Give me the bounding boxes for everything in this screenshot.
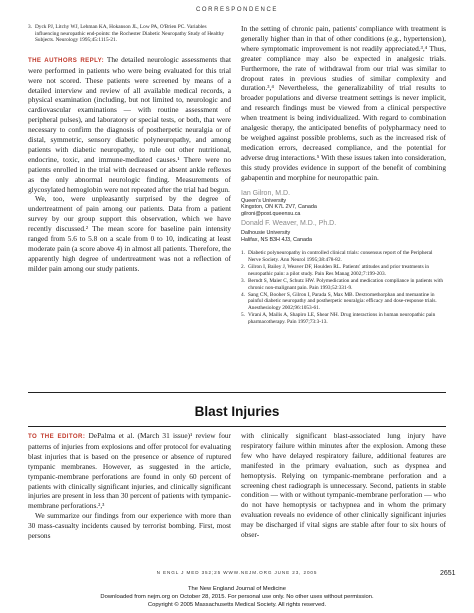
reply-paragraph-3-text: In the setting of chronic pain, patients' compliance with treatment is generally higher than in that of other conditions (e.g., hypertension), where symptomatic improvement is not readily appreciated.³,⁴ Thus, greater compliance may also be expected in analgesic trials. Furthermore, the rate of withdrawal from our trial was similar to dropout rates in previous studies of similar complexity and duration.³,⁴ Nevertheless, the generalizability of trial results to broader populations and diverse treatment settings is never implicit, and research findings must be viewed from a clinical perspective when treatment is being individualized. With regard to combination analgesic therapy, the anticipated benefits of polypharmacy need to be weighed against possible problems, such as the increased risk of medication errors, decreased compliance, and the potential for adverse drug interactions.⁵ With these issues taken into consideration, this study provides evidence in support of the benefit of combining gabapentin and morphine for neuropathic pain.: [241, 24, 446, 182]
blast-paragraph-1: DePalma et al. (March 31 issue)¹ review four patterns of injuries from explosions and offer protocol for evaluating blast injuries that is based on the presence or absence of ruptured tympanic membranes. However, as suggested in the article, tympanic-membrane perforations are found in only 60 percent of patients with clinically significant injuries, and clinically significant injuries are present in less than 30 percent of patients with tympanic-membrane perforations.²,³: [28, 431, 231, 511]
author-email-1[interactable]: gilroni@post.queensu.ca: [241, 210, 301, 217]
blast-paragraph-continued: with clinically significant blast-associated lung injury have respiratory failure within minutes after the explosion. Among these few who have delayed respiratory failure, additional features are manifested in the primary evaluation, such as dyspnea and hemoptysis. Relying on tympanic-membrane perforation and a screening chest radiograph is unnecessary. Second, patients in stable condition — with or without tympanic-membrane perforation — who do not have hemoptysis or tachypnea and in whom the primary evaluation reveals no evidence of other clinically significant injuries may be discharged if vital signs are stable after four to six hours of obser-: [241, 431, 446, 540]
reply-lead: THE AUTHORS REPLY:: [28, 56, 105, 64]
letter1-left-column: [28, 24, 231, 274]
letter-title: Blast Injuries: [194, 404, 280, 419]
author-place-1: Kingston, ON K7L 2V7, Canada: [241, 204, 317, 211]
reference-item: 1. Diabetic polyneuropathy in controlled clinical trials: consensus report of the Peripheral Nerve Society. Ann Neurol 1995;38:478-82.: [241, 250, 433, 264]
page-number: 2651: [440, 570, 456, 577]
reply-paragraph-3-continued: [241, 24, 446, 183]
reference-number: 3.: [28, 24, 32, 30]
reference-item: 5. Virani A, Mailis A, Shapiro LE, Shear NH. Drug interactions in human neuropathic pain pharmacotherapy. Pain 1997;73:3-13.: [241, 312, 436, 325]
blast-left-column: [28, 431, 231, 541]
reference-item: 4. Sang CN, Booher S, Gilron I, Parada S, Max MB. Dextromethorphan and memantine in painful diabetic neuropathy and postherpetic neuralgia: efficacy and dose-response trials. Anesthesiology 2002;96:1053-61.: [241, 291, 437, 311]
section-divider-top: [28, 392, 446, 393]
blast-paragraph-2: We summarize our findings from our experience with more than 30 mass-casualty incidents caused by terrorist bombing. First, most persons: [28, 511, 231, 541]
reference-item: 2. Gilron I, Bailey J, Weaver DF, Houlden RL. Patients' attitudes and prior treatments in neuropathic pain: a pilot study. Pain Res Manag 2002;7:199-203.: [241, 264, 430, 277]
author-block: [241, 189, 446, 244]
author-name-2: Donald F. Weaver, M.D., Ph.D.: [241, 220, 337, 228]
blast-right-column: [241, 431, 446, 540]
copyright-notice: Copyright © 2005 Massachusetts Medical Society. All rights reserved.: [147, 602, 327, 608]
download-notice: Downloaded from nejm.org on October 28, 2015. For personal use only. No other uses without permission.: [100, 594, 374, 600]
previous-reference: [28, 24, 231, 44]
author-institution-1: Queen's University: [241, 197, 287, 204]
reply-paragraph-1: The detailed neurologic assessments that were performed in patients who were being evaluated for this trial were not scored. These patients were screened by means of a detailed interview and review of all available medical records, a physical examination (including, but not limited to, neurologic and cardiovascular examinations — with routine assessment of peripheral pulses), and laboratory or special tests, or both, that were necessary to confirm the diagnosis of postherpetic neuralgia or of distal, symmetric, sensory diabetic polyneuropathy, and among patients with diabetic neuropathy, to rule out other nutritional, endocrine, toxic, and immune-mediated causes.¹ There were no patients enrolled in the trial with decreased or absent ankle reflexes as the only abnormal neurologic finding. Measurements of glycosylated hemoglobin were not repeated after the trial had begun.: [28, 54, 231, 194]
reply-paragraph-2: We, too, were unpleasantly surprised by the degree of undertreatment of pain among our patients. Data from a patient survey by our group support this observation, which we have recently discussed.² The mean score for baseline pain intensity ranged from 5.6 to 5.8 on a scale from 0 to 10, indicating at least moderate pain (a score above 4) in almost all patients. Therefore, the apparently high degree of undertreatment was not a reflection of milder pain among our study patients.: [28, 194, 231, 273]
reference-text: Dyck PJ, Litchy WJ, Lehman KA, Hokanson JL, Low PA, O'Brien PC. Variables influencing neuropathic end-points: the Rochester Diabetic Neuropathy Study of Healthy Subjects. Neurology 1995;45:1115-21.: [34, 24, 225, 44]
author-name-1: Ian Gilron, M.D.: [241, 189, 291, 197]
author-institution-2: Dalhousie University: [241, 230, 291, 237]
author-place-2: Halifax, NS B3H 4J3, Canada: [241, 236, 313, 243]
journal-footer: N ENGL J MED 352;25 WWW.NEJM.ORG JUNE 23, 2005: [156, 570, 318, 575]
section-header: CORRESPONDENCE: [195, 7, 279, 13]
section-divider-bottom: [28, 426, 446, 427]
reference-item: 3. Berndt S, Maier C, Schutz HW. Polymedication and medication compliance in patients with chronic non-malignant pain. Pain 1993;52:331-9.: [241, 278, 443, 291]
editor-lead: TO THE EDITOR:: [28, 433, 86, 440]
authors-reply: [28, 55, 231, 274]
letter1-right-column: [241, 24, 446, 326]
publisher-line: The New England Journal of Medicine: [188, 586, 286, 592]
reference-list: [241, 250, 446, 325]
